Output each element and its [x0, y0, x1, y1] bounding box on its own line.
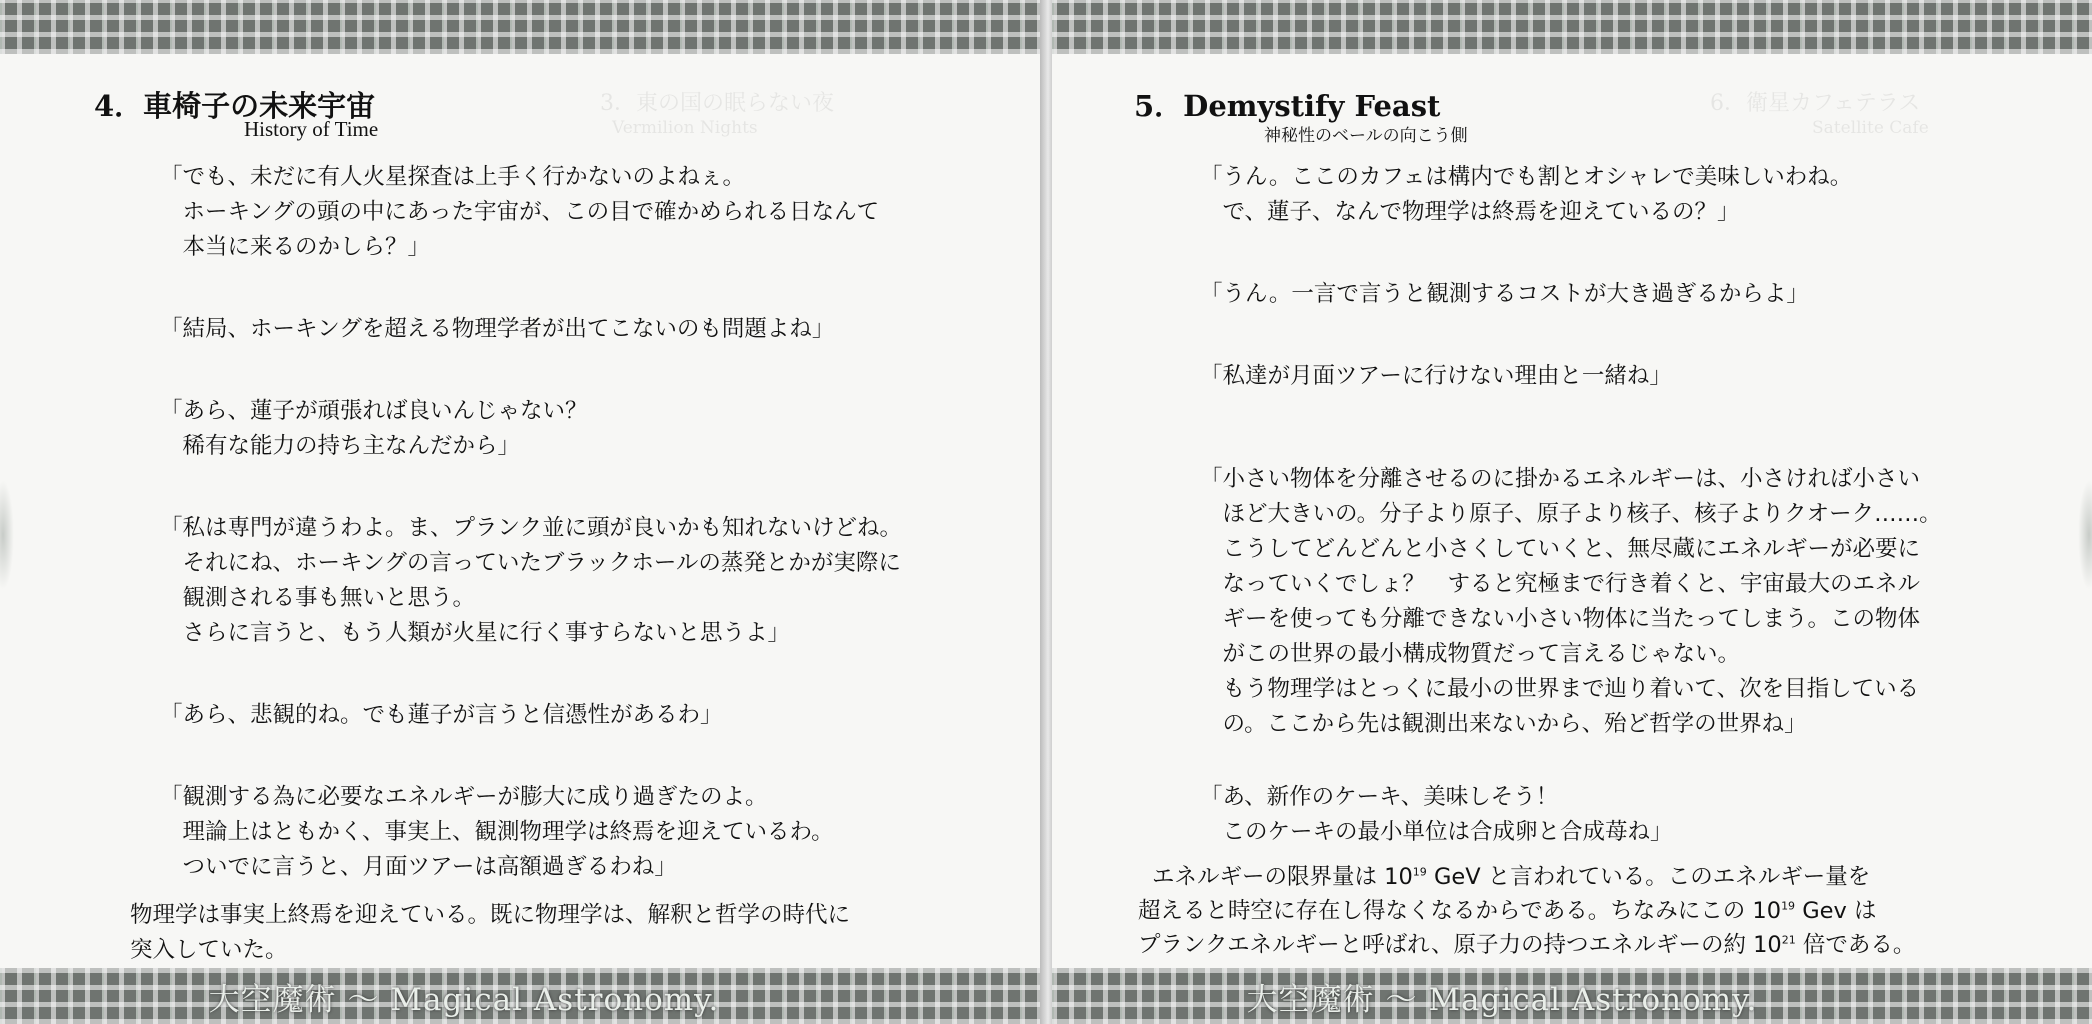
dialogue-line: 「あら、蓮子が頑張れば良いんじゃない？	[160, 398, 588, 424]
dialogue-line: ギーを使っても分離できない小さい物体に当たってしまう。この物体	[1200, 606, 1921, 632]
dialogue-line: なっていくでしょ？ すると究極まで行き着くと、宇宙最大のエネル	[1200, 571, 1921, 597]
dialogue-line: 「私は専門が違うわよ。ま、プランク並に頭が良いかも知れないけどね。	[160, 515, 903, 541]
dialogue-paragraph	[160, 312, 902, 347]
dialogue-paragraph	[1200, 462, 1942, 742]
closing-narration	[1138, 860, 1916, 962]
dialogue-line: 「観測する為に必要なエネルギーが膨大に成り過ぎたのよ。	[160, 784, 768, 810]
dialogue-paragraph	[160, 698, 902, 733]
closing-line: 物理学は事実上終焉を迎えている。既に物理学は、解釈と哲学の時代に	[130, 902, 851, 928]
dialogue-line: 観測される事も無いと思う。	[160, 585, 476, 611]
dialogue-paragraph	[160, 160, 902, 265]
dialogue-line: 本当に来るのかしら？」	[160, 234, 431, 260]
dialogue-line: 「小さい物体を分離させるのに掛かるエネルギーは、小さければ小さい	[1200, 466, 1921, 492]
dialogue-line: それにね、ホーキングの言っていたブラックホールの蒸発とかが実際に	[160, 550, 901, 576]
footer-band	[1052, 968, 2092, 1024]
dialogue-line: 「うん。ここのカフェは構内でも割とオシャレで美味しいわね。	[1200, 164, 1853, 190]
show-through-subtitle: Satellite Cafe	[1812, 118, 1929, 138]
dialogue-line: さらに言うと、もう人類が火星に行く事すらないと思うよ」	[160, 620, 791, 646]
top-plaid-band	[0, 0, 1048, 54]
dialogue-line: の。ここから先は観測出来ないから、殆ど哲学の世界ね」	[1200, 711, 1807, 737]
dialogue-line: こうしてどんどんと小さくしていくと、無尽蔵にエネルギーが必要に	[1200, 536, 1921, 562]
dialogue-line: 稀有な能力の持ち主なんだから」	[160, 433, 521, 459]
dialogue-line: このケーキの最小単位は合成卵と合成苺ね」	[1200, 819, 1673, 845]
dialogue-line: ホーキングの頭の中にあった宇宙が、この目で確かめられる日なんて	[160, 199, 880, 225]
dialogue-paragraph	[160, 511, 902, 651]
footer-title: 大空魔術 ～ Magical Astronomy.	[1246, 981, 1758, 1018]
dialogue-line: で、蓮子、なんで物理学は終焉を迎えているの？」	[1200, 199, 1740, 225]
dialogue-line: 「でも、未だに有人火星探査は上手く行かないのよねぇ。	[160, 164, 746, 190]
closing-line: プランクエネルギーと呼ばれ、原子力の持つエネルギーの約 $10^{21}$ 倍である。	[1138, 932, 1916, 958]
page-edge-shadow	[2078, 480, 2092, 590]
chapter-subtitle: History of Time	[244, 117, 379, 141]
page-edge-shadow	[0, 480, 14, 590]
closing-narration	[130, 898, 850, 968]
dialogue-line: 「結局、ホーキングを超える物理学者が出てこないのも問題よね」	[160, 316, 835, 342]
dialogue-line: 理論上はともかく、事実上、観測物理学は終焉を迎えているわ。	[160, 819, 834, 845]
dialogue-line: 「あら、悲観的ね。でも蓮子が言うと信憑性があるわ」	[160, 702, 723, 728]
dialogue-paragraph	[1200, 359, 1942, 394]
dialogue-line: もう物理学はとっくに最小の世界まで辿り着いて、次を目指している	[1200, 676, 1920, 702]
show-through-subtitle: Vermilion Nights	[612, 118, 758, 138]
dialogue-paragraph	[1200, 160, 1942, 230]
dialogue-body	[160, 160, 902, 885]
footer-title: 大空魔術 ～ Magical Astronomy.	[208, 981, 720, 1018]
show-through-heading: 3．東の国の眠らない夜	[600, 91, 834, 116]
dialogue-line: 「うん。一言で言うと観測するコストが大き過ぎるからよ」	[1200, 281, 1809, 307]
dialogue-line: ほど大きいの。分子より原子、原子より核子、核子よりクオーク……。	[1200, 501, 1942, 527]
right-page	[1052, 0, 2092, 1024]
closing-line: 突入していた。	[130, 937, 288, 963]
closing-line: 超えると時空に存在し得なくなるからである。ちなみにこの $10^{19}$ Gev は	[1138, 898, 1877, 924]
dialogue-line: 「私達が月面ツアーに行けない理由と一緒ね」	[1200, 363, 1672, 389]
dialogue-line: 「あ、新作のケーキ、美味しそう！	[1200, 784, 1559, 810]
dialogue-paragraph	[160, 780, 902, 885]
top-plaid-band	[1052, 0, 2092, 54]
chapter-heading: 4．車椅子の未来宇宙	[94, 89, 376, 123]
chapter-subtitle: 神秘性のベールの向こう側	[1264, 126, 1468, 145]
dialogue-paragraph	[1200, 780, 1942, 850]
footer-band	[0, 968, 1048, 1024]
dialogue-paragraph	[1200, 277, 1942, 312]
show-through-heading: 6．衛星カフェテラス	[1710, 91, 1921, 116]
dialogue-line: がこの世界の最小構成物質だって言えるじゃない。	[1200, 641, 1741, 667]
closing-line: エネルギーの限界量は $10^{19}$ GeV と言われている。このエネルギー量を	[1152, 864, 1871, 890]
dialogue-line: ついでに言うと、月面ツアーは高額過ぎるわね」	[160, 854, 677, 880]
dialogue-paragraph	[160, 394, 902, 464]
chapter-heading: 5．Demystify Feast	[1134, 89, 1441, 123]
dialogue-body	[1200, 160, 1942, 850]
